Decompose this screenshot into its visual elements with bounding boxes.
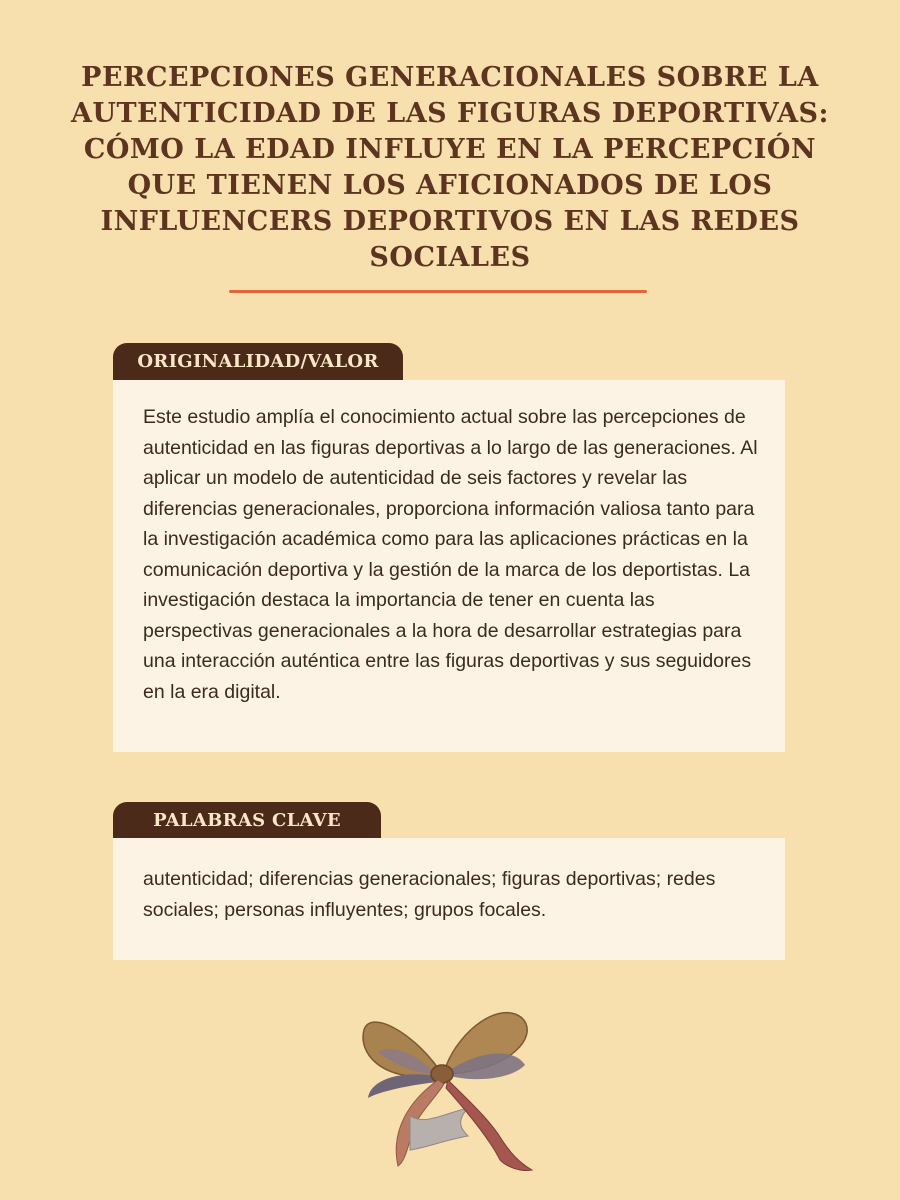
keywords-text: autenticidad; diferencias generacionales; figuras deportivas; redes sociales; personas influyentes; grupos focales. (143, 868, 716, 921)
section-label-keywords: PALABRAS CLAVE (113, 802, 381, 840)
title-divider (229, 290, 647, 293)
keywords-card (113, 838, 785, 960)
originality-card (113, 380, 785, 752)
originality-text: Este estudio amplía el conocimiento actual sobre las percepciones de autenticidad en las figuras deportivas a lo largo de las generaciones. Al aplicar un modelo de autenticidad de seis factores y revelar las diferencias generacionales, proporciona información valiosa tanto para la investigación académica como para las aplicaciones prácticas en la comunicación deportiva y la gestión de la marca de los deportistas. La investigación destaca la importancia de tener en cuenta las perspectivas generacionales a la hora de desarrollar estrategias para una interacción auténtica entre las figuras deportivas y sus seguidores en la era digital. (143, 406, 758, 703)
section-label-originality: ORIGINALIDAD/VALOR (113, 343, 403, 381)
ribbon-bow-icon (350, 990, 550, 1180)
page-title: PERCEPCIONES GENERACIONALES SOBRE LA AUTENTICIDAD DE LAS FIGURAS DEPORTIVAS: CÓMO LA EDAD INFLUYE EN LA PERCEPCIÓN QUE TIENEN LOS AFICIONADOS DE LOS INFLUENCERS DEPORTIVOS EN LAS REDES SOCIALES (70, 62, 830, 273)
